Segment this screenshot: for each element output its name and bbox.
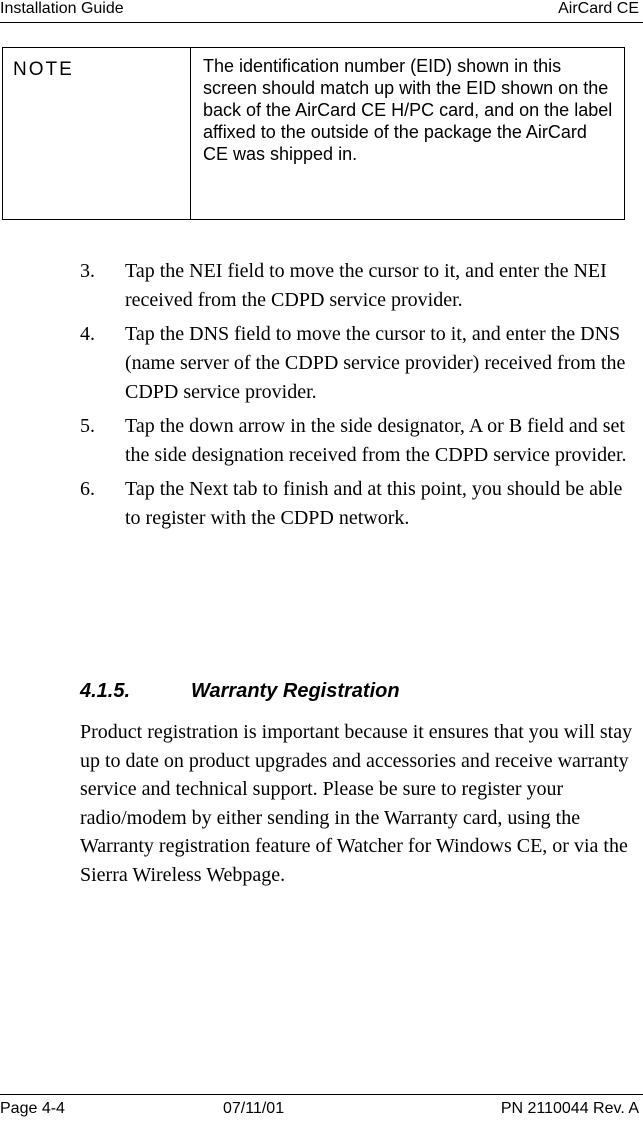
step-number: 4. [80, 323, 95, 345]
step-text: Tap the Next tab to finish and at this point, you should be able to register with the CDPD network. [125, 478, 623, 529]
note-label: NOTE [13, 59, 74, 80]
footer-part-number: PN 2110044 Rev. A [500, 1100, 639, 1117]
footer-page-number: Page 4-4 [0, 1100, 65, 1117]
step-item-6 [80, 475, 640, 533]
page-footer [0, 1094, 643, 1122]
step-item-5 [80, 412, 640, 470]
page-header [0, 0, 643, 23]
footer-date: 07/11/01 [223, 1100, 285, 1117]
note-text: The identification number (EID) shown in this screen should match up with the EID shown on the back of the AirCard CE H/PC card, and on the label affixed to the outside of the package the AirCard CE was shipped in. [203, 56, 613, 164]
step-number: 5. [80, 415, 95, 437]
step-text: Tap the DNS field to move the cursor to it, and enter the DNS (name server of the CDPD service provider) received from the CDPD service provider. [125, 323, 626, 403]
header-doc-title: Installation Guide [0, 0, 124, 17]
step-number: 6. [80, 478, 95, 500]
note-label-cell [3, 48, 191, 219]
section-number: 4.1.5. [80, 680, 131, 702]
step-number: 3. [80, 260, 95, 282]
header-product-name: AirCard CE [558, 0, 639, 17]
steps-list [80, 257, 640, 538]
note-box [2, 47, 625, 220]
step-text: Tap the down arrow in the side designator, A or B field and set the side designation received from the CDPD service provider. [125, 415, 627, 466]
section-heading [80, 680, 400, 703]
step-item-4 [80, 320, 640, 407]
section-paragraph: Product registration is important because it ensures that you will stay up to date on product upgrades and accessories and receive warranty service and technical support. Please be sure to register your radio/modem by either sending in the Warranty card, using the Warranty registration feature of Watcher for Windows CE, or via the Sierra Wireless Webpage. [80, 721, 633, 886]
step-item-3 [80, 257, 640, 315]
section-title: Warranty Registration [191, 680, 400, 702]
step-text: Tap the NEI field to move the cursor to it, and enter the NEI received from the CDPD service provider. [125, 260, 607, 311]
